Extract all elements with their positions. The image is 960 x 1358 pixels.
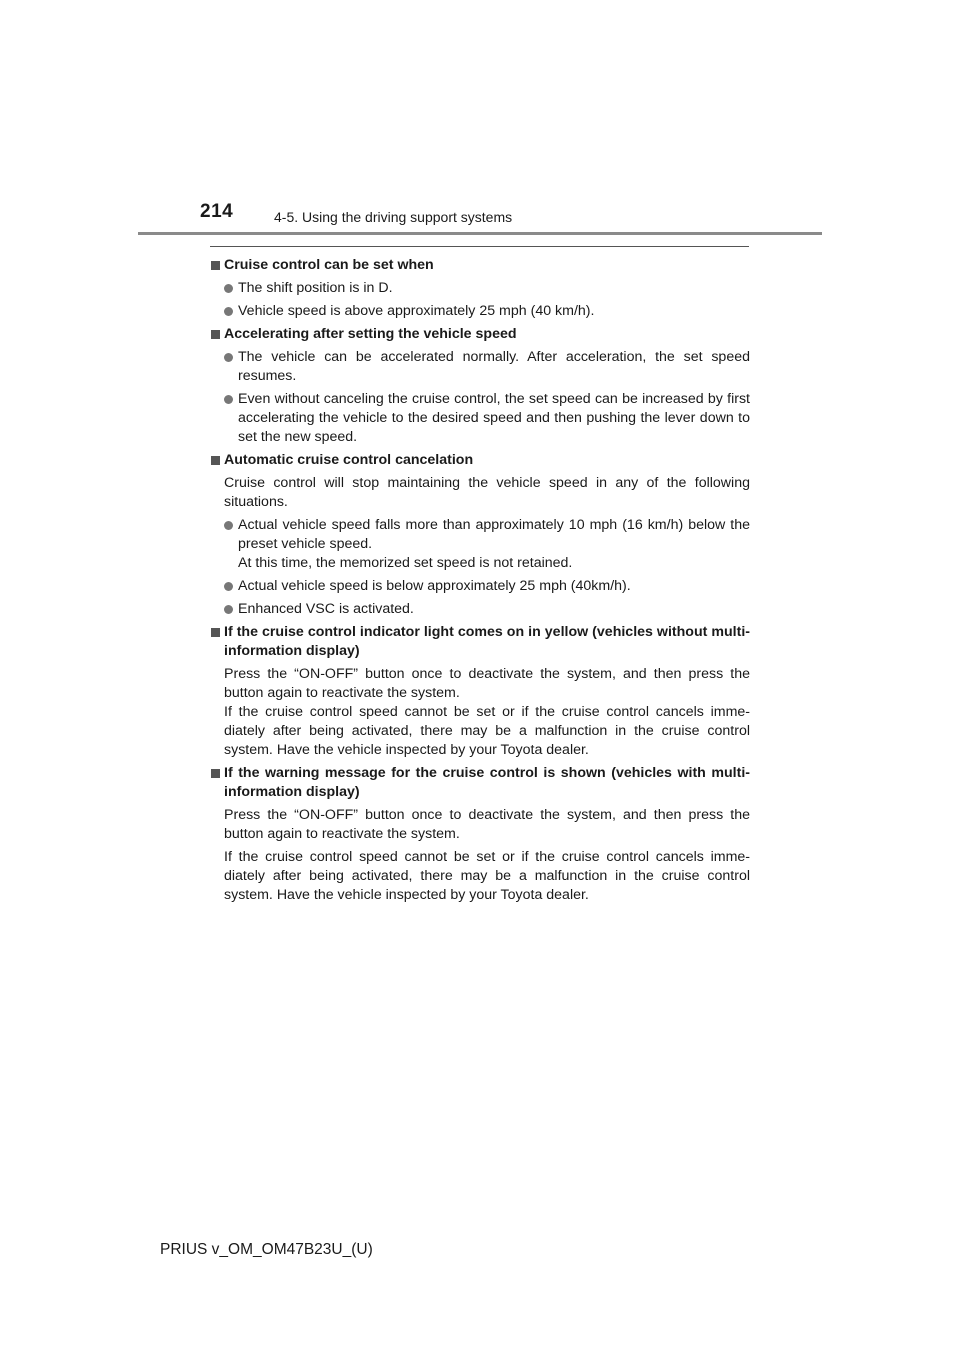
section-heading [210,256,750,275]
bullet-item [210,302,750,321]
content-section [210,256,750,321]
section-heading-text: Accelerating after setting the vehicle speed [224,326,517,342]
bullet-text: The shift position is in D. [238,280,393,296]
bullet-text: Vehicle speed is above approximately 25 mph (40 km/h). [238,303,595,319]
page-number: 214 [200,201,234,222]
bullet-item [210,577,750,596]
paragraph: Press the “ON-OFF” button once to deactivate the system, and then press the button again to reactivate the system. [224,807,750,842]
bullet-item [210,600,750,619]
bullet-text: The vehicle can be accelerated normally. After acceleration, the set speed resumes. [238,349,750,384]
bullet-text: Even without canceling the cruise control, the set speed can be increased by first accelerating the vehicle to the desired speed and then pushing the lever down to set the new speed. [238,391,750,445]
circle-bullet-icon [224,284,233,293]
square-bullet-icon [211,628,220,637]
content-section [210,451,750,619]
bullet-item [210,390,750,447]
header-divider [138,232,822,235]
bullet-text: Actual vehicle speed is below approximately 25 mph (40km/h). [238,578,631,594]
content-section [210,764,750,905]
circle-bullet-icon [224,307,233,316]
paragraph: Press the “ON-OFF” button once to deactivate the system, and then press the button again to reactivate the system. If the cruise control speed cannot be set or if the cruise control cancels imme-diately after being activated, there may be a malfunction in the cruise control system. Have the vehicle inspected by your Toyota dealer. [224,666,750,758]
content-section [210,325,750,447]
bullet-item [210,279,750,298]
square-bullet-icon [211,261,220,270]
section-heading-text: Automatic cruise control cancelation [224,452,474,468]
bullet-item [210,348,750,386]
page-content [210,256,750,909]
circle-bullet-icon [224,605,233,614]
circle-bullet-icon [224,582,233,591]
bullet-text: Enhanced VSC is activated. [238,601,414,617]
section-heading-text: Cruise control can be set when [224,257,434,273]
section-heading [210,451,750,470]
paragraph: If the cruise control speed cannot be set or if the cruise control cancels imme-diately after being activated, there may be a malfunction in the cruise control system. Have the vehicle inspected by your Toyota dealer. [224,849,750,903]
section-heading-text: If the cruise control indicator light comes on in yellow (vehicles without multi-information display) [224,624,750,659]
paragraph: Cruise control will stop maintaining the vehicle speed in any of the following situations. [224,475,750,510]
section-heading-text: If the warning message for the cruise control is shown (vehicles with multi-information display) [224,765,750,800]
section-title: 4-5. Using the driving support systems [274,209,513,225]
circle-bullet-icon [224,395,233,404]
square-bullet-icon [211,456,220,465]
section-heading [210,764,750,802]
circle-bullet-icon [224,353,233,362]
content-section [210,623,750,760]
bullet-item [210,516,750,573]
square-bullet-icon [211,330,220,339]
circle-bullet-icon [224,521,233,530]
section-heading [210,325,750,344]
footer-document-id: PRIUS v_OM_OM47B23U_(U) [160,1241,373,1258]
square-bullet-icon [211,769,220,778]
bullet-text: Actual vehicle speed falls more than approximately 10 mph (16 km/h) below the preset vehicle speed. At this time, the memorized set speed is not retained. [238,517,750,571]
page-header [0,0,960,240]
section-heading [210,623,750,661]
content-divider [210,246,749,247]
